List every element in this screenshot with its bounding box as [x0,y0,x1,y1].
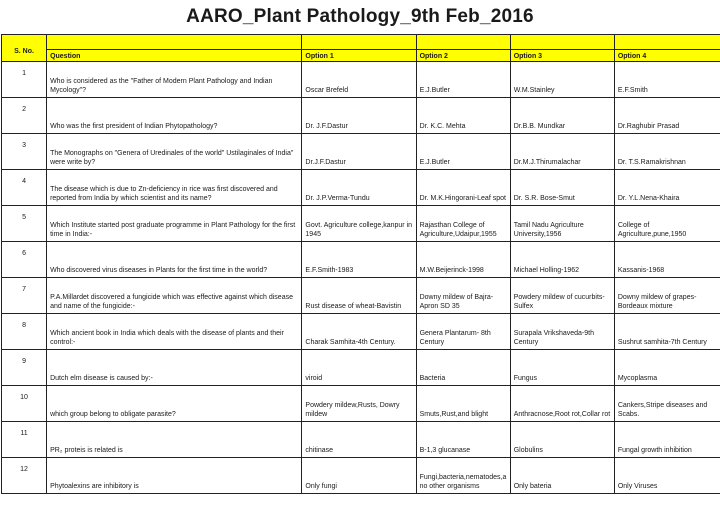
header-blank-option3[interactable] [510,35,614,50]
cell-question[interactable]: Which Institute started post graduate programme in Plant Pathology for the first time in India:- [47,206,302,242]
cell-option-3[interactable]: Dr. S.R. Bose-Smut [510,170,614,206]
cell-question[interactable]: The disease which is due to Zn-deficiency in rice was first discovered and reported from India by which scientist and its name? [47,170,302,206]
cell-question[interactable]: which group belong to obligate parasite? [47,386,302,422]
table-row [2,422,720,458]
cell-sno[interactable]: 4 [2,170,47,206]
cell-option-1[interactable]: Dr.J.F.Dastur [302,134,416,170]
cell-option-1[interactable]: Oscar Brefeld [302,62,416,98]
table-row [2,206,720,242]
cell-question[interactable]: PR₂ proteis is related is [47,422,302,458]
header-sno[interactable]: S. No. [2,35,47,62]
cell-option-2[interactable]: Downy mildew of Bajra-Apron SD 35 [416,278,510,314]
cell-option-4[interactable]: Fungal growth inhibition [614,422,720,458]
table-row [2,458,720,494]
cell-option-4[interactable]: E.F.Smith [614,62,720,98]
cell-option-4[interactable]: Dr. Y.L.Nena-Khaira [614,170,720,206]
cell-sno[interactable]: 9 [2,350,47,386]
cell-option-2[interactable]: Rajasthan College of Agriculture,Udaipur,1955 [416,206,510,242]
table-row [2,242,720,278]
cell-option-3[interactable]: Tamil Nadu Agriculture University,1956 [510,206,614,242]
cell-option-2[interactable]: E.J.Butler [416,134,510,170]
cell-option-1[interactable]: E.F.Smith-1983 [302,242,416,278]
cell-option-2[interactable]: Dr. M.K.Hingorani-Leaf spot [416,170,510,206]
cell-option-3[interactable]: Michael Holling-1962 [510,242,614,278]
cell-option-1[interactable]: Charak Samhita-4th Century. [302,314,416,350]
cell-question[interactable]: P.A.Millardet discovered a fungicide which was effective against which disease and name of the fungicide:- [47,278,302,314]
cell-sno[interactable]: 12 [2,458,47,494]
table-row [2,170,720,206]
header-option-3[interactable]: Option 3 [510,50,614,62]
cell-option-2[interactable]: Fungi,bacteria,nematodes,a no other organisms [416,458,510,494]
cell-sno[interactable]: 1 [2,62,47,98]
header-blank-option4[interactable] [614,35,720,50]
cell-option-4[interactable]: Only Viruses [614,458,720,494]
cell-option-4[interactable]: Cankers,Stripe diseases and Scabs. [614,386,720,422]
cell-option-2[interactable]: Bacteria [416,350,510,386]
table-row [2,386,720,422]
cell-option-4[interactable]: Kassanis-1968 [614,242,720,278]
cell-question[interactable]: The Monographs on "Genera of Uredinales of the world" Ustilaginales of India" were write by? [47,134,302,170]
header-question[interactable]: Question [47,50,302,62]
cell-option-1[interactable]: Only fungi [302,458,416,494]
cell-option-2[interactable]: E.J.Butler [416,62,510,98]
cell-option-1[interactable]: Rust disease of wheat-Bavistin [302,278,416,314]
cell-sno[interactable]: 11 [2,422,47,458]
table-row [2,98,720,134]
header-blank-option2[interactable] [416,35,510,50]
table-row [2,134,720,170]
header-row [2,35,720,50]
cell-sno[interactable]: 5 [2,206,47,242]
cell-option-3[interactable]: W.M.Stainley [510,62,614,98]
cell-option-4[interactable]: Dr.Raghubir Prasad [614,98,720,134]
sheet-title: AARO_Plant Pathology_9th Feb_2016 [186,6,534,27]
cell-option-2[interactable]: B-1,3 glucanase [416,422,510,458]
cell-question[interactable]: Who is considered as the "Father of Modern Plant Pathology and Indian Mycology"? [47,62,302,98]
table-row [2,278,720,314]
cell-option-1[interactable]: chitinase [302,422,416,458]
cell-option-3[interactable]: Dr.M.J.Thirumalachar [510,134,614,170]
cell-option-4[interactable]: Dr. T.S.Ramakrishnan [614,134,720,170]
cell-option-1[interactable]: Govt. Agriculture college,kanpur in 1945 [302,206,416,242]
cell-option-3[interactable]: Powdery mildew of cucurbits-Sulfex [510,278,614,314]
cell-sno[interactable]: 8 [2,314,47,350]
table-row [2,314,720,350]
cell-option-4[interactable]: Mycoplasma [614,350,720,386]
cell-option-4[interactable]: Downy mildew of grapes-Bordeaux mixture [614,278,720,314]
cell-option-3[interactable]: Fungus [510,350,614,386]
cell-option-3[interactable]: Dr.B.B. Mundkar [510,98,614,134]
cell-option-3[interactable]: Anthracnose,Root rot,Collar rot [510,386,614,422]
header-blank-question[interactable] [47,35,302,50]
cell-sno[interactable]: 3 [2,134,47,170]
cell-option-2[interactable]: Dr. K.C. Mehta [416,98,510,134]
cell-option-3[interactable]: Surapala Vrikshaveda-9th Century [510,314,614,350]
header-labels-row [2,50,720,62]
cell-option-3[interactable]: Globulins [510,422,614,458]
cell-option-4[interactable]: Sushrut samhita-7th Century [614,314,720,350]
cell-option-4[interactable]: College of Agriculture,pune,1950 [614,206,720,242]
header-option-4[interactable]: Option 4 [614,50,720,62]
cell-question[interactable]: Who discovered virus diseases in Plants for the first time in the world? [47,242,302,278]
table-row [2,350,720,386]
cell-option-3[interactable]: Only bateria [510,458,614,494]
header-option-1[interactable]: Option 1 [302,50,416,62]
table-row [2,62,720,98]
cell-option-2[interactable]: Smuts,Rust,and blight [416,386,510,422]
cell-option-2[interactable]: Genera Plantarum- 8th Century [416,314,510,350]
cell-sno[interactable]: 10 [2,386,47,422]
cell-option-2[interactable]: M.W.Beijerinck-1998 [416,242,510,278]
question-table [1,34,720,494]
cell-option-1[interactable]: Powdery mildew,Rusts, Dowry mildew [302,386,416,422]
cell-option-1[interactable]: viroid [302,350,416,386]
cell-question[interactable]: Dutch elm disease is caused by:- [47,350,302,386]
cell-sno[interactable]: 2 [2,98,47,134]
header-blank-option1[interactable] [302,35,416,50]
cell-sno[interactable]: 7 [2,278,47,314]
cell-option-1[interactable]: Dr. J.P.Verma-Tundu [302,170,416,206]
cell-question[interactable]: Who was the first president of Indian Phytopathology? [47,98,302,134]
cell-question[interactable]: Which ancient book in India which deals with the disease of plants and their control:- [47,314,302,350]
cell-option-1[interactable]: Dr. J.F.Dastur [302,98,416,134]
cell-sno[interactable]: 6 [2,242,47,278]
cell-question[interactable]: Phytoalexins are inhibitory is [47,458,302,494]
header-option-2[interactable]: Option 2 [416,50,510,62]
